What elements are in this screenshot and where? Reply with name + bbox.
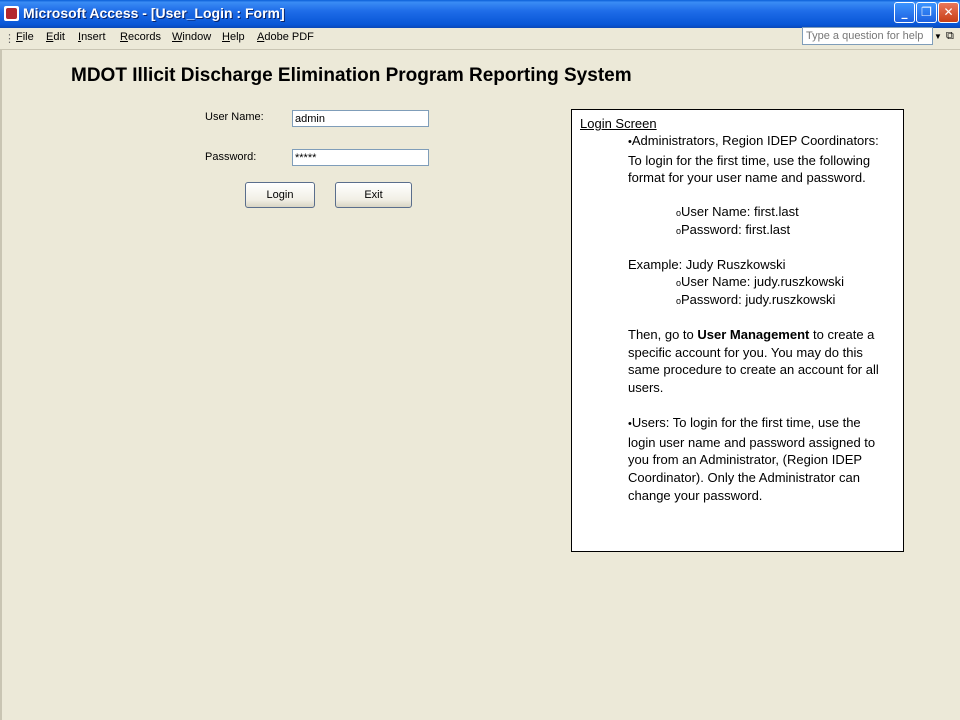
sub-bullet-icon: o bbox=[676, 226, 682, 236]
help-dropdown-arrow-icon[interactable]: ▼ bbox=[934, 32, 942, 41]
toolbar-grip-icon[interactable]: ⋮ bbox=[4, 32, 15, 45]
menu-insert[interactable]: Insert bbox=[78, 31, 106, 43]
window-title: Microsoft Access - [User_Login : Form] bbox=[23, 5, 285, 21]
bullet-icon: • bbox=[628, 418, 632, 430]
info-heading: Login Screen bbox=[580, 116, 657, 131]
info-users-paragraph bbox=[628, 414, 890, 505]
info-sub-item bbox=[676, 291, 835, 311]
login-info-panel bbox=[571, 109, 904, 552]
info-users-text: Users: To login for the first time, use the login user name and password assigned to you from an Administrator, (Region IDEP Coordinator). Only the Administrator can change your password. bbox=[628, 415, 876, 503]
menu-records[interactable]: Records bbox=[120, 31, 161, 43]
username-input[interactable] bbox=[292, 110, 429, 127]
sub-bullet-icon: o bbox=[676, 208, 682, 218]
info-example: Example: Judy Ruszkowski bbox=[628, 257, 786, 272]
info-sub-text: Password: first.last bbox=[681, 222, 791, 237]
sub-bullet-icon: o bbox=[676, 278, 682, 288]
info-sub-item bbox=[676, 203, 799, 223]
info-sub-item bbox=[676, 221, 790, 241]
menu-file[interactable]: File bbox=[16, 31, 34, 43]
info-sub-text: User Name: first.last bbox=[681, 204, 799, 219]
menu-edit[interactable]: Edit bbox=[46, 31, 65, 43]
login-button[interactable]: Login bbox=[245, 182, 315, 208]
password-label: Password: bbox=[205, 151, 257, 163]
password-input[interactable] bbox=[292, 149, 429, 166]
maximize-button[interactable]: ❐ bbox=[916, 2, 937, 23]
info-text-part: Then, go to bbox=[628, 327, 698, 342]
document-restore-icon[interactable]: ⧉ bbox=[946, 29, 954, 42]
bullet-icon: • bbox=[628, 136, 632, 148]
minimize-button[interactable]: _ bbox=[894, 2, 915, 23]
user-management-text: User Management bbox=[697, 327, 810, 342]
info-sub-item bbox=[676, 273, 844, 293]
sub-bullet-icon: o bbox=[676, 296, 682, 306]
exit-button[interactable]: Exit bbox=[335, 182, 412, 208]
username-label: User Name: bbox=[205, 111, 264, 123]
menu-window[interactable]: Window bbox=[172, 31, 212, 43]
info-user-management-paragraph bbox=[628, 326, 890, 397]
access-app-icon[interactable] bbox=[4, 6, 19, 21]
page-title: MDOT Illicit Discharge Elimination Program Reporting System bbox=[71, 65, 632, 86]
info-text-part: to create a specific account for you. You may do this same procedure to create an account for all users. bbox=[628, 327, 879, 396]
title-bar[interactable] bbox=[0, 0, 960, 28]
info-admin-text: Administrators, Region IDEP Coordinators: To login for the first time, use the following format for your user name and password. bbox=[628, 133, 879, 186]
menu-help[interactable]: Help bbox=[222, 31, 245, 43]
info-sub-text: Password: judy.ruszkowski bbox=[681, 292, 836, 307]
info-sub-text: User Name: judy.ruszkowski bbox=[681, 274, 845, 289]
help-question-input[interactable]: Type a question for help bbox=[802, 27, 933, 45]
menu-adobe-pdf[interactable]: Adobe PDF bbox=[257, 31, 314, 43]
info-admin-paragraph bbox=[628, 132, 890, 187]
close-button[interactable]: ✕ bbox=[938, 2, 959, 23]
